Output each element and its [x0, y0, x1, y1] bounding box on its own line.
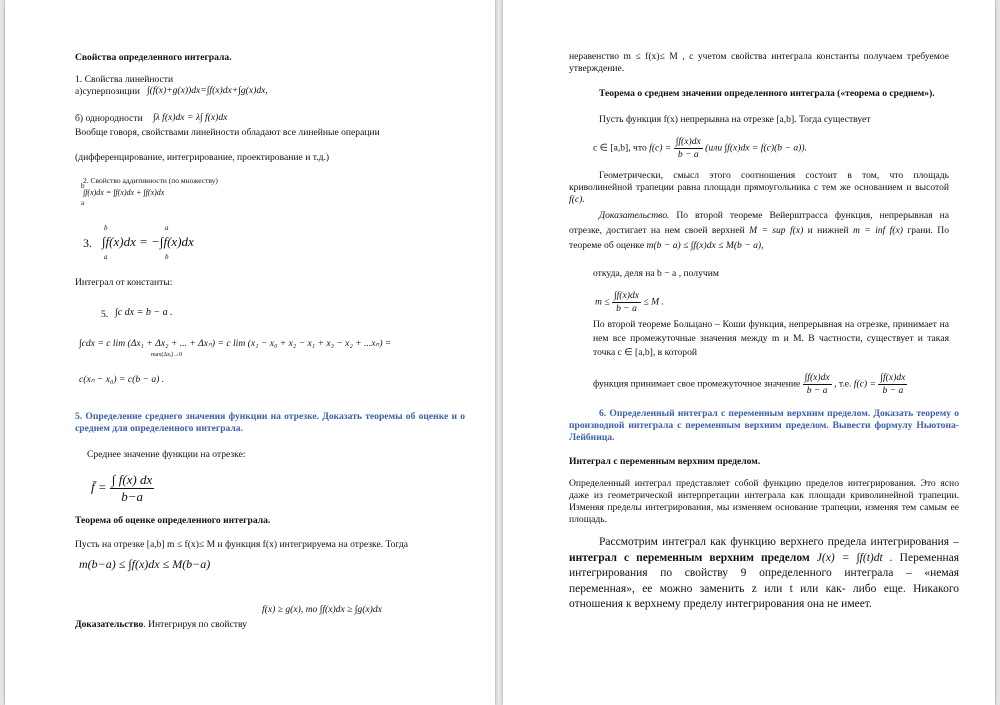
- page-title: Свойства определенного интеграла.: [75, 52, 232, 63]
- bound-fraction: [612, 290, 641, 315]
- section-6-heading: 6. Определенный интеграл с переменным верхним пределом. Доказать теорему о производной интеграла с переменным верхним пределом. Вывести формулу Ньютона-Лейбница.: [569, 408, 959, 443]
- estimate-formula: m(b−a) ≤ ∫f(x)dx ≤ M(b−a): [79, 557, 211, 571]
- proof-label-right: Доказательство.: [599, 210, 670, 221]
- constant-heading: Интеграл от константы:: [75, 277, 173, 288]
- variable-limit-heading: Интеграл с переменным верхним пределом.: [569, 456, 761, 467]
- bound-fraction-row: [595, 290, 664, 315]
- mean-value-label: Среднее значение функции на отрезке:: [87, 449, 246, 460]
- inf-formula: m = inf f(x): [852, 225, 903, 236]
- mean-value-fc: f(c) =: [649, 142, 672, 154]
- estimate-theorem-heading: Теорема об оценке определенного интеграла.: [75, 515, 271, 526]
- intermediate-fc: f(c) =: [853, 378, 876, 390]
- limit-b-2: b: [104, 224, 108, 232]
- geometric-fc: f(c).: [569, 194, 585, 205]
- superposition-formula: ∫(f(x)+g(x))dx=∫f(x)dx+∫g(x)dx,: [147, 85, 268, 96]
- proof-text-1: По второй теореме Вейерштрасса функция, непрерывная на отрезке, достигает на нем своей верхней: [569, 210, 949, 236]
- proof-text-2: грани. По теореме об оценке: [569, 225, 950, 251]
- inequality-conclusion: утверждение.: [569, 63, 625, 74]
- linearity-heading: 1. Свойства линейности: [75, 74, 174, 85]
- mean-value-alt: (или ∫f(x)dx = f(c)(b − a)).: [705, 142, 807, 154]
- mean-numerator: ∫ f(x) dx: [111, 472, 153, 487]
- section-5-heading: 5. Определение среднего значения функции на отрезке. Доказать теоремы об оценке и о среднем для определенного интеграла.: [75, 411, 465, 434]
- mean-fraction: [110, 472, 154, 505]
- additivity-formula: ∫f(x)dx = ∫f(x)dx + ∫f(x)dx: [83, 188, 165, 197]
- proof-label: Доказательство: [75, 619, 144, 630]
- variable-limit-formula: J(x) = ∫f(t)dt .: [816, 551, 893, 564]
- mean-value-theorem-text: Пусть функция f(x) непрерывна на отрезке [a,b]. Тогда существует: [599, 114, 871, 125]
- proof-comparison-formula: f(x) ≥ g(x), то ∫f(x)dx ≥ ∫g(x)dx: [262, 604, 382, 615]
- limit-b-3: b: [165, 253, 169, 261]
- result-numerator: ∫f(x)dx: [880, 372, 906, 383]
- mean-value-denominator: b − a: [677, 149, 699, 160]
- constant-result-formula: c(xₙ − x₀) = c(b − a) .: [79, 374, 165, 385]
- intermediate-numerator: ∫f(x)dx: [804, 372, 830, 383]
- inequality-text: [569, 51, 949, 75]
- constant-sum-formula: ∫cdx = c lim (Δx₁ + Δx₂ + ... + Δxₙ) = c lim (x₁ − x₀ + x₂ − x₁ + x₃ − x₂ + ...xₙ) =: [79, 338, 392, 349]
- mean-lhs: f̄ =: [91, 479, 107, 495]
- discussion-text-2: Переменная: [899, 551, 960, 564]
- proof-text: . Интегрируя по свойству: [143, 619, 247, 630]
- inequality-line: неравенство m ≤ f(x)≤ M , с учетом свойства интеграла константы получаем требуемое: [569, 51, 949, 62]
- bound-numerator: ∫f(x)dx: [614, 290, 639, 301]
- mean-value-formula: [91, 472, 154, 505]
- linearity-note: Вообще говоря, свойствами линейности обладают все линейные операции: [75, 127, 380, 138]
- discussion-text-1: Рассмотрим интеграл как функцию верхнего предела интегрирования –: [599, 536, 959, 548]
- document-page-right: [503, 0, 995, 705]
- property-3-formula: ∫f(x)dx = −∫f(x)dx: [102, 234, 194, 249]
- mean-value-numerator: ∫f(x)dx: [675, 136, 701, 147]
- intermediate-fraction: [803, 372, 832, 397]
- document-page-left: [5, 0, 495, 705]
- sup-formula: M = sup f(x): [749, 225, 804, 236]
- geometric-text: Геометрически, смысл этого соотношения состоит в том, что площадь криволинейной трапеции равна площади прямоугольника с тем же основанием и высотой: [569, 170, 949, 193]
- intermediate-text: функция принимает свое промежуточное значение: [593, 378, 801, 390]
- result-fraction: [878, 372, 907, 397]
- limit-subscript: max(Δxᵢ)→0: [151, 352, 183, 358]
- estimate-theorem-text: Пусть на отрезке [a,b] m ≤ f(x)≤ M и функция f(x) интегрируема на отрезке. Тогда: [75, 539, 409, 550]
- bound-lhs: m ≤: [595, 296, 610, 308]
- bound-rhs: ≤ M .: [643, 296, 664, 308]
- intermediate-denominator: b − a: [806, 385, 828, 396]
- result-denominator: b − a: [882, 385, 904, 396]
- mean-value-proof: [569, 208, 949, 253]
- estimate-formula-right: m(b − a) ≤ ∫f(x)dx ≤ M(b − a),: [646, 240, 764, 251]
- superposition-label: а)суперпозиции: [75, 86, 140, 97]
- mean-value-fraction: [674, 136, 703, 161]
- additivity-heading: 2. Свойство аддитивности (по множеству): [83, 176, 218, 185]
- bound-denominator: b − a: [616, 303, 637, 314]
- homogeneity-formula: ∫λ f(x)dx = λ∫ f(x)dx: [153, 112, 228, 123]
- estimate-proof: [75, 619, 247, 631]
- proof-and: и нижней: [807, 225, 849, 236]
- limit-a-3: a: [165, 224, 169, 232]
- mean-denominator: b−a: [121, 489, 143, 504]
- mean-value-formula-row: [593, 136, 807, 161]
- mean-value-theorem-heading: Теорема о среднем значении определенного интеграла («теорема о среднем»).: [599, 88, 935, 99]
- divide-text: откуда, деля на b − a , получим: [593, 268, 719, 279]
- limit-a-2: a: [104, 253, 108, 261]
- discussion-bold: интеграл с переменным верхним пределом: [569, 551, 810, 564]
- intermediate-mid: , т.е.: [834, 378, 852, 390]
- variable-limit-discussion: [569, 535, 959, 613]
- property-5-formula: ∫c dx = b − a .: [115, 307, 173, 318]
- homogeneity-label: б) однородности: [75, 113, 143, 124]
- property-3-number: 3.: [83, 236, 92, 250]
- limit-b: b: [81, 182, 85, 190]
- mean-value-prefix: c ∈ [a,b], что: [593, 142, 647, 154]
- bolzano-text: По второй теореме Больцано – Коши функция, непрерывная на отрезке, принимает на нем все промежуточные значения между m и M. В частности, существует и такая точка c ∈ [a,b], в которой: [593, 319, 949, 358]
- variable-limit-text: Определенный интеграл представляет собой функцию пределов интегрирования. Это ясно даже из геометрической интерпретации интеграла как площади криволинейной трапеции. Изменяя пределы интегрирования, мы изменяем основание трапеции, изменяя тем самым ее площадь.: [569, 478, 959, 525]
- intermediate-value-row: [593, 372, 907, 397]
- discussion-text-3: интегрирования по свойству 9 определенного интеграла – «немая переменная», ее можно заменить z или t или как- либо еще. Никакого отношения к верхнему пределу интегрирования она не имеет.: [569, 567, 959, 610]
- geometric-meaning: [569, 170, 949, 206]
- limit-a: a: [81, 199, 85, 207]
- property-5-number: 5.: [101, 309, 109, 320]
- linearity-examples: (дифференцирование, интегрирование, проектирование и т.д.): [75, 152, 330, 163]
